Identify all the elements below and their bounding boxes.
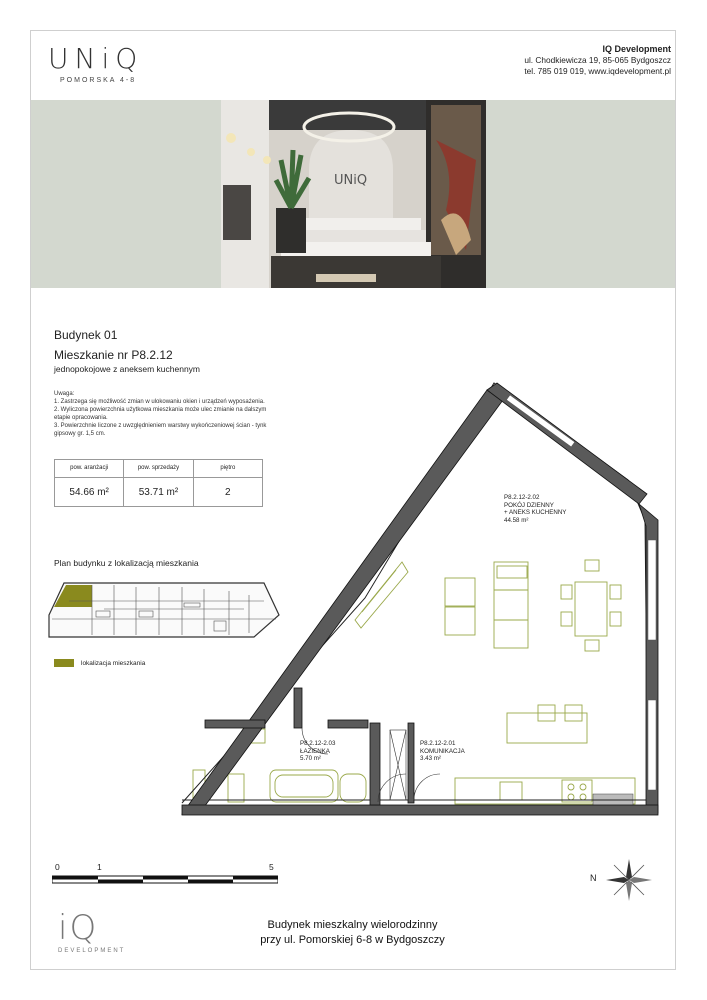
area-value-arrangement: 54.66 m² xyxy=(55,478,124,507)
room-code: P8.2.12-2.02 xyxy=(504,494,540,501)
note-item: 3. Powierzchnie liczone z uwzględnieniem warstwy wykończeniowej ścian - tynk gipsowy gr. 1,5 cm. xyxy=(54,423,267,437)
room-hall xyxy=(420,740,465,763)
apartment-type: jednopokojowe z aneksem kuchennym xyxy=(54,364,201,374)
scale-label-5: 5 xyxy=(269,862,274,872)
room-code: P8.2.12-2.01 xyxy=(420,740,456,747)
iq-logo-sub: DEVELOPMENT xyxy=(58,948,126,954)
room-living xyxy=(504,494,566,524)
area-header-sale: pow. sprzedaży xyxy=(124,460,193,477)
room-area: 44.58 m² xyxy=(504,516,529,524)
footer-text xyxy=(200,918,505,948)
area-header-arrangement: pow. aranżacji xyxy=(55,460,124,477)
room-name: KOMUNIKACJA xyxy=(420,747,465,755)
brand-subtitle: POMORSKA 4-8 xyxy=(60,77,137,84)
company-contact: tel. 785 019 019, www.iqdevelopment.pl xyxy=(524,66,671,76)
room-code: P8.2.12-2.03 xyxy=(300,740,336,747)
note-item: 2. Wyliczona powierzchnia użytkowa mieszkania może ulec zmianie na dalszym etapie opracowania. xyxy=(54,407,267,421)
scale-label-0: 0 xyxy=(55,862,60,872)
room-area: 3.43 m² xyxy=(420,755,441,762)
room-name: ŁAZIENKA xyxy=(300,747,330,755)
area-value-floor: 2 xyxy=(225,487,231,498)
room-area: 5.70 m² xyxy=(300,755,321,762)
building-name: Budynek 01 xyxy=(54,328,118,342)
north-label: N xyxy=(590,873,597,883)
note-item: 1. Zastrzega się możliwość zmian w ulokowaniu okien i urządzeń wyposażenia. xyxy=(54,399,265,405)
company-name: IQ Development xyxy=(602,44,671,54)
iq-logo xyxy=(58,910,125,954)
scale-label-1: 1 xyxy=(97,862,102,872)
iq-logo-mark: iQ xyxy=(58,908,99,948)
photo-sign: UNiQ xyxy=(334,173,368,188)
room-name: POKÓJ DZIENNY xyxy=(504,501,554,509)
apartment-number: Mieszkanie nr P8.2.12 xyxy=(54,348,173,362)
brand-name: UNiQ xyxy=(48,42,144,75)
room-bathroom xyxy=(300,740,335,763)
compass-icon xyxy=(604,857,654,903)
notes-title: Uwaga: xyxy=(54,391,75,397)
legend-label: lokalizacja mieszkania xyxy=(81,659,146,667)
area-value-sale: 53.71 m² xyxy=(124,478,193,507)
company-address: ul. Chodkiewicza 19, 85-065 Bydgoszcz xyxy=(524,55,671,65)
footer-line2: przy ul. Pomorskiej 6-8 w Bydgoszczy xyxy=(260,934,445,946)
room-name-extra: + ANEKS KUCHENNY xyxy=(504,509,567,516)
area-header-floor: piętro xyxy=(220,465,236,471)
footer-line1: Budynek mieszkalny wielorodzinny xyxy=(267,919,438,931)
building-plan-title: Plan budynku z lokalizacją mieszkania xyxy=(54,558,199,568)
